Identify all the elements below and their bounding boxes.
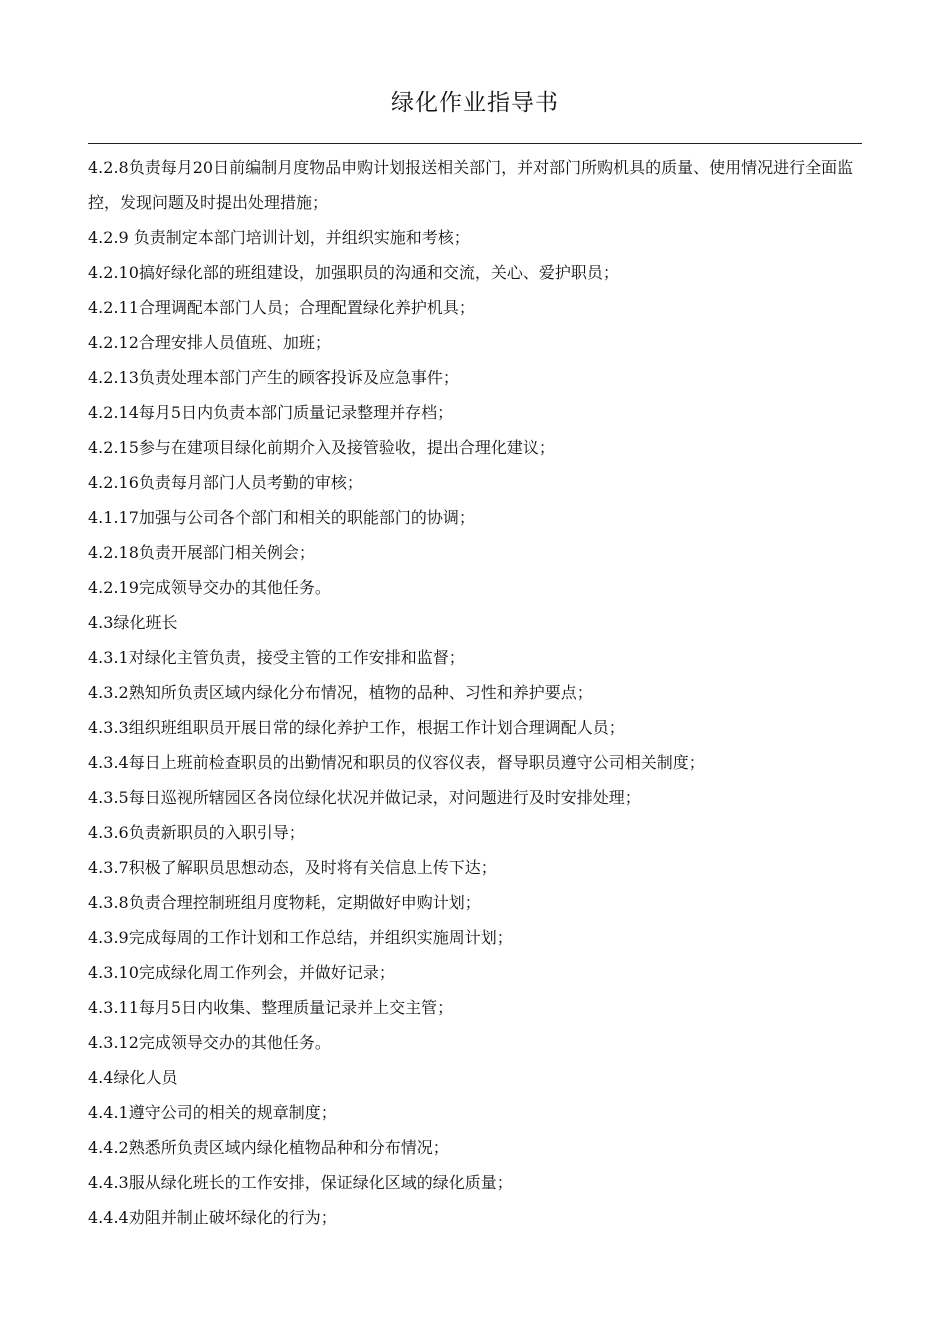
paragraph: 4.3.9完成每周的工作计划和工作总结，并组织实施周计划； bbox=[88, 928, 513, 947]
paragraph: 4.3.11每月5日内收集、整理质量记录并上交主管； bbox=[88, 998, 454, 1017]
paragraph: 4.2.16负责每月部门人员考勤的审核； bbox=[88, 473, 363, 492]
paragraph: 4.3.2熟知所负责区域内绿化分布情况，植物的品种、习性和养护要点； bbox=[88, 683, 593, 702]
paragraph: 4.4.2熟悉所负责区域内绿化植物品种和分布情况； bbox=[88, 1138, 449, 1157]
paragraph: 4.2.19完成领导交办的其他任务。 bbox=[88, 578, 331, 597]
paragraph: 4.3.4每日上班前检查职员的出勤情况和职员的仪容仪表，督导职员遵守公司相关制度； bbox=[88, 753, 705, 772]
document-body bbox=[88, 150, 866, 1235]
paragraph: 4.2.11合理调配本部门人员；合理配置绿化养护机具； bbox=[88, 298, 475, 317]
paragraph: 4.4.1遵守公司的相关的规章制度； bbox=[88, 1103, 337, 1122]
paragraph: 4.2.10搞好绿化部的班组建设，加强职员的沟通和交流，关心、爱护职员； bbox=[88, 263, 619, 282]
paragraph: 4.4.4劝阻并制止破坏绿化的行为； bbox=[88, 1208, 337, 1227]
paragraph: 4.3.1对绿化主管负责，接受主管的工作安排和监督； bbox=[88, 648, 465, 667]
paragraph: 4.2.12合理安排人员值班、加班； bbox=[88, 333, 331, 352]
paragraph: 4.2.8负责每月20日前编制月度物品申购计划报送相关部门，并对部门所购机具的质量、使用情况进行全面监控，发现问题及时提出处理措施； bbox=[88, 158, 854, 212]
paragraph: 4.4.3服从绿化班长的工作安排，保证绿化区域的绿化质量； bbox=[88, 1173, 513, 1192]
paragraph: 4.2.14每月5日内负责本部门质量记录整理并存档； bbox=[88, 403, 454, 422]
paragraph: 4.2.15参与在建项目绿化前期介入及接管验收，提出合理化建议； bbox=[88, 438, 555, 457]
paragraph: 4.2.18负责开展部门相关例会； bbox=[88, 543, 315, 562]
paragraph: 4.1.17加强与公司各个部门和相关的职能部门的协调； bbox=[88, 508, 475, 527]
paragraph: 4.3.3组织班组职员开展日常的绿化养护工作，根据工作计划合理调配人员； bbox=[88, 718, 625, 737]
section-heading: 4.4绿化人员 bbox=[88, 1068, 178, 1087]
paragraph: 4.2.13负责处理本部门产生的顾客投诉及应急事件； bbox=[88, 368, 459, 387]
paragraph: 4.3.8负责合理控制班组月度物耗，定期做好申购计划； bbox=[88, 893, 481, 912]
paragraph: 4.3.5每日巡视所辖园区各岗位绿化状况并做记录，对问题进行及时安排处理； bbox=[88, 788, 641, 807]
paragraph: 4.3.12完成领导交办的其他任务。 bbox=[88, 1033, 331, 1052]
paragraph: 4.3.6负责新职员的入职引导； bbox=[88, 823, 305, 842]
document-title: 绿化作业指导书 bbox=[391, 90, 559, 116]
paragraph: 4.3.10完成绿化周工作列会，并做好记录； bbox=[88, 963, 395, 982]
paragraph: 4.3.7积极了解职员思想动态，及时将有关信息上传下达； bbox=[88, 858, 497, 877]
section-heading: 4.3绿化班长 bbox=[88, 613, 178, 632]
paragraph: 4.2.9 负责制定本部门培训计划，并组织实施和考核； bbox=[88, 228, 470, 247]
header-divider bbox=[88, 143, 862, 144]
